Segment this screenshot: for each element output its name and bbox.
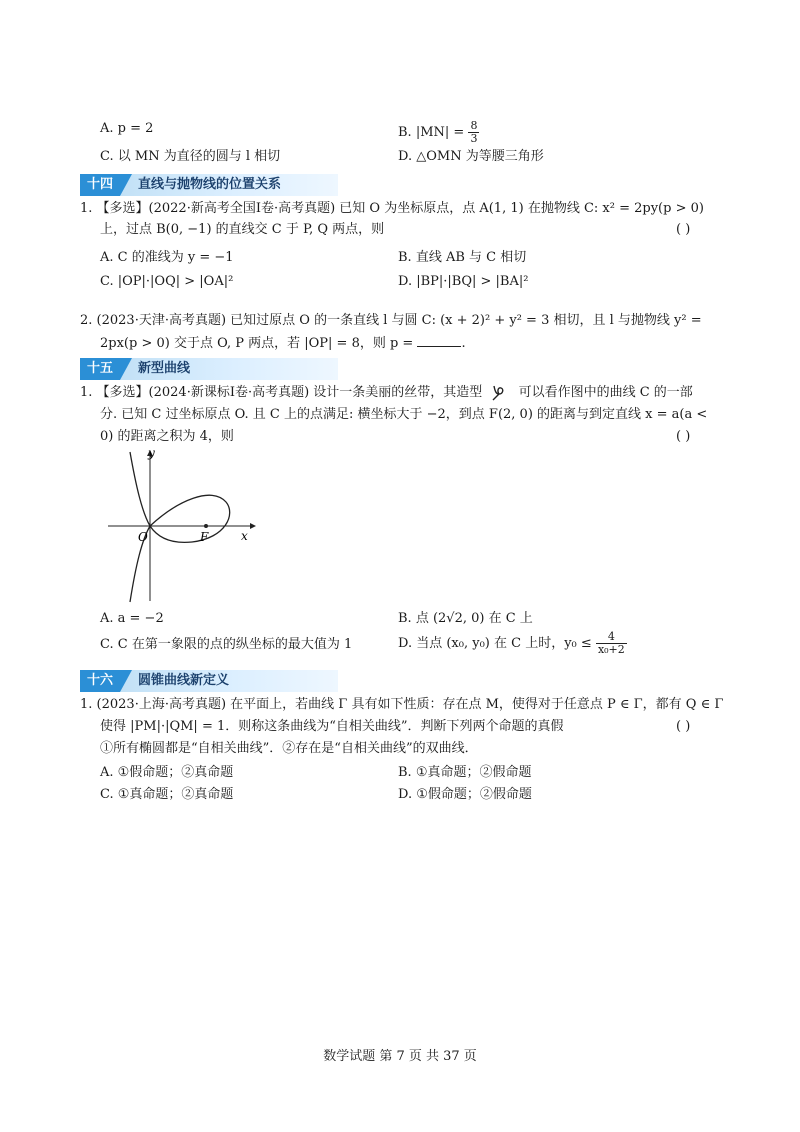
answer-paren: ( ) xyxy=(676,719,691,734)
section-number: 十六 xyxy=(80,670,120,692)
question-16-1-line2: 使得 |PM|·|QM| = 1．则称这条曲线为“自相关曲线”．判断下列两个命题的真假 xyxy=(100,719,564,734)
answer-blank xyxy=(417,334,461,347)
focus-label: F xyxy=(200,530,209,544)
section-number: 十四 xyxy=(80,174,120,196)
section-number: 十五 xyxy=(80,358,120,380)
page-footer: 数学试题 第 7 页 共 37 页 xyxy=(323,1049,477,1064)
option-c: C. 以 MN 为直径的圆与 l 相切 xyxy=(100,149,281,164)
question-14-2-line2 xyxy=(100,334,466,353)
question-14-1-line1: 1. 【多选】(2022·新高考全国Ⅰ卷·高考真题) 已知 O 为坐标原点，点 A(1, 1) 在抛物线 C: x² = 2py(p > 0) xyxy=(80,201,704,216)
origin-label: O xyxy=(138,530,148,544)
answer-paren: ( ) xyxy=(676,222,691,237)
option-a: A. C 的准线为 y = −1 xyxy=(100,250,234,265)
section-slant xyxy=(120,174,132,196)
option-c: C. C 在第一象限的点的纵坐标的最大值为 1 xyxy=(100,637,353,652)
fraction-numerator: 4 xyxy=(596,631,627,644)
question-15-1-line3: 0) 的距离之积为 4，则 xyxy=(100,429,234,444)
question-14-1-line2: 上，过点 B(0, −1) 的直线交 C 于 P, Q 两点，则 xyxy=(100,222,385,237)
question-text: 1. 【多选】(2024·新课标Ⅰ卷·高考真题) 设计一条美丽的丝带，其造型 xyxy=(80,385,483,400)
option-d: D. △OMN 为等腰三角形 xyxy=(398,149,544,164)
y-label: y xyxy=(148,446,155,460)
option-d xyxy=(398,630,627,658)
curve-figure xyxy=(100,446,260,606)
option-b: B. 直线 AB 与 C 相切 xyxy=(398,250,527,265)
focus-point xyxy=(204,524,208,528)
question-text-cont: 可以看作图中的曲线 C 的一部 xyxy=(518,385,693,400)
option-a: A. a = −2 xyxy=(100,611,164,626)
section-header-15 xyxy=(80,358,338,380)
fraction-denominator: x₀+2 xyxy=(597,643,625,656)
option-b: B. 点 (2√2, 0) 在 C 上 xyxy=(398,611,533,626)
fraction-numerator: 8 xyxy=(470,119,478,132)
option-a: A. p = 2 xyxy=(100,121,154,136)
answer-paren: ( ) xyxy=(676,429,691,444)
section-slant xyxy=(120,670,132,692)
option-a: A. ①假命题；②真命题 xyxy=(100,765,234,780)
section-title: 圆锥曲线新定义 xyxy=(138,673,230,688)
option-c: C. ①真命题；②真命题 xyxy=(100,787,234,802)
section-title: 新型曲线 xyxy=(138,361,191,376)
fraction xyxy=(596,631,627,656)
section-title: 直线与抛物线的位置关系 xyxy=(138,177,282,192)
section-header-14 xyxy=(80,174,338,196)
fraction-denominator: 3 xyxy=(470,132,478,145)
x-label: x xyxy=(241,529,248,543)
question-text: 2px(p > 0) 交于点 O, P 两点，若 |OP| = 8，则 p = xyxy=(100,336,414,351)
option-d-text: D. 当点 (x₀, y₀) 在 C 上时，y₀ ≤ xyxy=(398,636,592,651)
question-text-end: . xyxy=(461,336,466,351)
question-15-1-line1 xyxy=(80,384,693,402)
question-16-1-line1: 1. (2023·上海·高考真题) 在平面上，若曲线 Γ 具有如下性质：存在点 M，使得对于任意点 P ∈ Γ，都有 Q ∈ Γ xyxy=(80,697,724,712)
option-b xyxy=(398,120,479,146)
option-c: C. |OP|·|OQ| > |OA|² xyxy=(100,274,234,289)
x-axis-arrow xyxy=(250,523,256,529)
option-d: D. |BP|·|BQ| > |BA|² xyxy=(398,274,529,289)
option-b-text: B. |MN| = xyxy=(398,125,465,140)
question-14-2-line1: 2. (2023·天津·高考真题) 已知过原点 O 的一条直线 l 与圆 C: (x + 2)² + y² = 3 相切，且 l 与抛物线 y² = xyxy=(80,313,702,328)
section-slant xyxy=(120,358,132,380)
question-16-1-line3: ①所有椭圆都是“自相关曲线”．②存在是“自相关曲线”的双曲线． xyxy=(100,741,478,756)
option-d: D. ①假命题；②假命题 xyxy=(398,787,532,802)
fraction xyxy=(468,120,479,145)
question-15-1-line2: 分. 已知 C 过坐标原点 O. 且 C 上的点满足: 横坐标大于 −2，到点 F(2, 0) 的距离与到定直线 x = a(a < xyxy=(100,407,708,422)
option-b: B. ①真命题；②假命题 xyxy=(398,765,532,780)
curve-c xyxy=(130,452,230,602)
section-header-16 xyxy=(80,670,338,692)
ribbon-icon xyxy=(490,385,510,401)
